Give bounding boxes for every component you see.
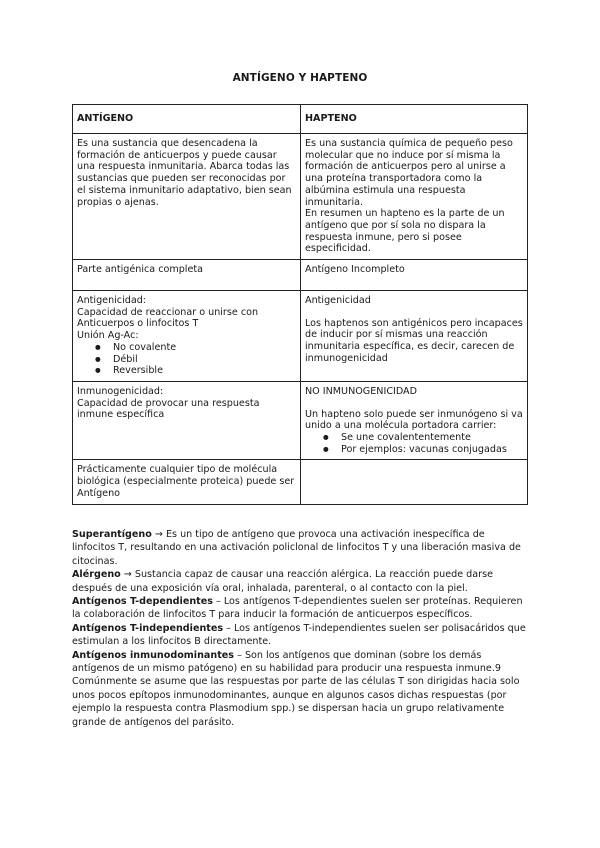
page-title: ANTÍGENO Y HAPTENO: [232, 72, 368, 84]
definition-text: Sustancia capaz de causar una reacción alérgica. La reacción puede darse después de una exposición vía oral, inhalada, parenteral, o al contacto con la piel.: [72, 569, 493, 594]
definition-item: Alérgeno → Sustancia capaz de causar una reacción alérgica. La reacción puede darse después de una exposición vía oral, inhalada, parenteral, o al contacto con la piel.: [72, 569, 493, 594]
definition-term: Antígenos inmunodominantes: [72, 649, 235, 661]
inmunogenicidad-description: Capacidad de provocar una respuesta inmune específica: [77, 397, 260, 421]
antigeno-definition-text: Es una sustancia que desencadena la formación de anticuerpos y puede causar una respuesta inmunitaria. Abarca todas las sustancias que pueden ser reconocidas por el sistema inmunitario adaptativo, bien sean propias o ajenas.: [77, 138, 292, 208]
list-item: ● No covalente: [113, 342, 296, 354]
list-item: ● Débil: [113, 354, 296, 366]
hapteno-summary-text: En resumen un hapteno es la parte de un antígeno que por sí sola no dispara la respuesta inmune, pero si posee especificidad.: [305, 208, 505, 255]
table-row: [73, 381, 528, 460]
definition-item: Antígenos T-dependientes – Los antígenos T-dependientes suelen ser proteínas. Requieren la colaboración de linfocitos T para inducir la formación de anticuerpos específicos.: [72, 596, 523, 621]
list-item: ● Se une covalententemente: [341, 432, 523, 444]
table-row: [73, 291, 528, 382]
comparison-table: [72, 104, 528, 505]
table-header-row: [73, 105, 528, 134]
definition-text: Los antígenos T-dependientes suelen ser proteínas. Requieren la colaboración de linfocitos T para inducir la formación de anticuerpos específicos.: [72, 596, 523, 621]
definition-term: Alérgeno: [72, 569, 121, 581]
carrier-list: [305, 432, 523, 455]
cell-antigeno-molecules: [73, 460, 301, 504]
table-row: [73, 460, 528, 504]
cell-hapteno-empty: [301, 460, 528, 504]
cell-hapteno-inmunogenicidad: [301, 381, 528, 460]
union-ag-ac-label: Unión Ag-Ac:: [77, 330, 139, 342]
table-row: [73, 134, 528, 260]
molecules-text: Prácticamente cualquier tipo de molécula biológica (especialmente proteica) puede ser Antígeno: [77, 464, 295, 499]
cell-antigeno-antigenicidad: [73, 291, 301, 382]
definition-item: Antígenos inmunodominantes – Son los antígenos que dominan (sobre los demás antígenos de un mismo patógeno) en su habilidad para producir una respuesta inmune.9 Comúnmente se asume que las respuestas por parte de las células T son dirigidas hacia solo unos pocos epítopos inmunodominantes, aunque en algunos casos dichas respuestas (por ejemplo la respuesta contra Plasmodium spp.) se dispersan hacia un grupo relativamente grande de antígenos del parásito.: [72, 649, 520, 728]
definition-term: Antígenos T-dependientes: [72, 596, 213, 608]
definition-term: Antígenos T-independientes: [72, 622, 224, 634]
list-item: ● Por ejemplos: vacunas conjugadas: [341, 444, 523, 456]
hapteno-definition-text: Es una sustancia química de pequeño peso molecular que no induce por sí misma la formación de anticuerpos pero al unirse a una proteína transportadora como la albúmina estimula una respuesta inmunitaria.: [305, 138, 513, 208]
header-hapteno: HAPTENO: [301, 105, 528, 134]
antigenicidad-description: Capacidad de reaccionar o unirse con Anticuerpos o linfocitos T: [77, 306, 259, 330]
definition-text: Son los antígenos que dominan (sobre los demás antígenos de un mismo patógeno) en su habilidad para producir una respuesta inmune.9 Comúnmente se asume que las respuestas por parte de las células T son dirigidas hacia solo unos pocos epítopos inmunodominantes, aunque en algunos casos dichas respuestas (por ejemplo la respuesta contra Plasmodium spp.) se dispersan hacia un grupo relativamente grande de antígenos del parásito.: [72, 649, 520, 728]
header-antigeno: ANTÍGENO: [73, 105, 301, 134]
hapteno-antigenicidad-heading: Antigenicidad: [305, 295, 371, 307]
union-properties-list: [77, 342, 296, 377]
cell-antigeno-definition: [73, 134, 301, 260]
hapteno-antigenicidad-description: Los haptenos son antigénicos pero incapaces de inducir por sí mismas una reacción inmunitaria específica, es decir, carecen de inmunogenicidad: [305, 317, 523, 364]
definition-item: Superantígeno → Es un tipo de antígeno que provoca una activación inespecífica de linfocitos T, resultando en una activación policlonal de linfocitos T y una liberación masiva de citocinas.: [72, 529, 521, 567]
table-row: [73, 260, 528, 291]
definition-term: Superantígeno: [72, 529, 152, 540]
definition-item: Antígenos T-independientes – Los antígenos T-independientes suelen ser polisacáridos que estimulan a los linfocitos B directamente.: [72, 622, 526, 648]
antigenicidad-heading: Antigenicidad:: [77, 295, 147, 307]
cell-antigeno-inmunogenicidad: [73, 381, 301, 460]
definition-text: Es un tipo de antígeno que provoca una activación inespecífica de linfocitos T, resultando en una activación policlonal de linfocitos T y una liberación masiva de citocinas.: [72, 529, 521, 567]
cell-hapteno-definition: [301, 134, 528, 260]
carrier-description: Un hapteno solo puede ser inmunógeno si va unido a una molécula portadora carrier:: [305, 408, 523, 432]
cell-antigeno-completeness: Parte antigénica completa: [73, 260, 301, 291]
definitions-section: [72, 528, 530, 729]
cell-hapteno-completeness: Antígeno Incompleto: [301, 260, 528, 291]
definition-text: Los antígenos T-independientes suelen ser polisacáridos que estimulan a los linfocitos B directamente.: [72, 622, 526, 648]
inmunogenicidad-heading: Inmunogenicidad:: [77, 385, 164, 397]
list-item: ● Reversible: [113, 365, 296, 377]
cell-hapteno-antigenicidad: [301, 291, 528, 382]
no-inmunogenicidad-heading: NO INMUNOGENICIDAD: [305, 385, 418, 397]
